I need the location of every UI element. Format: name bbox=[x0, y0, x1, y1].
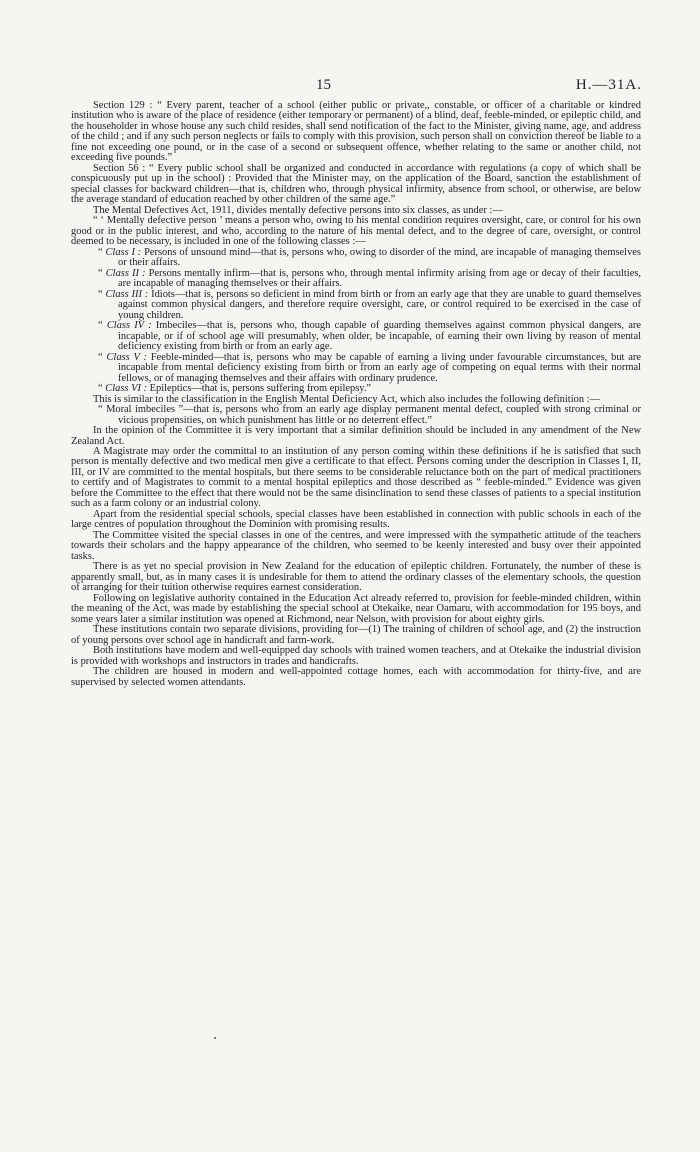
page-number: 15 bbox=[316, 77, 331, 93]
class-text: Persons mentally infirm—that is, persons who, through mental infirmity arising from age or decay of their faculties, are incapable of managing themselves or their affairs. bbox=[118, 267, 641, 290]
class-item: “ Class III : Idiots—that is, persons so deficient in mind from birth or from an early age that they are unable to guard themselves against common physical dangers, and therefore require oversight, care, or control required to be exercised in the case of young children. bbox=[98, 288, 642, 321]
class-label: Class IV : bbox=[106, 320, 152, 332]
class-item: “ Class IV : Imbeciles—that is, persons who, though capable of guarding themselves against common physical dangers, are incapable, or if of school age will presumably, when older, be incapable, of earning their own living by reason of mental deficiency existing from birth or from an early age. bbox=[98, 320, 641, 353]
paragraph-committee-visit: The Committee visited the special classes in one of the centres, and were impressed with the sympathetic attitude of the teachers towards their scholars and the happy appearance of the children, who seemed to be keenly interested and busy over their appointed tasks. bbox=[71, 529, 641, 562]
paragraph-section-56: Section 56 : “ Every public school shall be organized and conducted in accordance with regulations (a copy of which shall be conspicuously put up in the school) : Provided that the Minister may, on the application of the Board, sanction the establishment of special classes for backward children—that is, children who, through physical infirmity, absence from school, or otherwise, are below the average standard of education reached by other children of the same age.” bbox=[71, 162, 641, 206]
paragraph-mental-defectives-act: The Mental Defectives Act, 1911, divides mentally defective persons into six classes, as under :— bbox=[93, 204, 503, 216]
stray-ink-dot bbox=[214, 1037, 216, 1039]
class-label: Class III : bbox=[105, 288, 149, 300]
class-text: Persons of unsound mind—that is, persons who, owing to disorder of the mind, are incapable of managing themselves or their affairs. bbox=[118, 246, 641, 269]
paragraph-magistrate: A Magistrate may order the committal to an institution of any person coming within these definitions if he is satisfied that such person is mentally defective and two medical men give a certificate to that effect. Persons coming under the description in Classes I, II, III, or IV are committed to the mental hospitals, but there seems to be considerable reluctance both on the part of medical practitioners to certify and of Magistrates to commit to a mental hospital epileptics and those described as “ feeble-minded.” Evidence was given before the Committee to the effect that there would not be the same disinclination to send these classes of patients to a special institution such as a farm colony or an industrial colony. bbox=[71, 445, 641, 510]
paragraph-day-schools: Both institutions have modern and well-equipped day schools with trained women teachers, and at Otekaike the industrial division is provided with workshops and instructors in trades and handicrafts. bbox=[71, 645, 641, 667]
document-code: H.—31A. bbox=[575, 77, 642, 93]
class-text: Feeble-minded—that is, persons who may be capable of earning a living under favourable circumstances, but are incapable from mental deficiency existing from birth or from an early age of competing on equal terms with their normal fellows, or of managing themselves and their affairs with ordinary prudence. bbox=[118, 351, 641, 384]
paragraph-section-129: Section 129 : “ Every parent, teacher of a school (either public or private,, constable, or officer of a charitable or kindred institution who is aware of the place of residence (either temporary or permanent) of a blind, deaf, feeble-minded, or epileptic child, and the householder in whose house any such child resides, shall send notification of the fact to the Minister, giving name, age, and address of the child ; and if any such person neglects or fails to comply with this provision, such person shall on conviction thereof be liable to a fine not exceeding one pound, or in the case of a second or subsequent offence, whether relating to the same or another child, not exceeding five pounds.” bbox=[71, 100, 641, 164]
paragraph-special-schools: Apart from the residential special schools, special classes have been established in connection with public schools in each of the large centres of population throughout the Dominion with promising results. bbox=[71, 508, 641, 531]
class-text: Imbeciles—that is, persons who, though capable of guarding themselves against common physical dangers, are incapable, or if of school age will presumably, when older, be incapable, of earning their own living by reason of mental deficiency existing from birth or from an early age. bbox=[118, 320, 641, 353]
paragraph-english-act: This is similar to the classification in the English Mental Deficiency Act, which also includes the following definition :— bbox=[93, 393, 600, 405]
paragraph-epileptic-children: There is as yet no special provision in New Zealand for the education of epileptic children. Fortunately, the number of these is apparently small, but, as in many cases it is undesirable for them to attend the ordinary classes of the elementary schools, the question of arranging for their tuition otherwise requires earnest consideration. bbox=[71, 561, 641, 594]
definition-moral-imbeciles: “ Moral imbeciles ”—that is, persons who from an early age display permanent mental defect, coupled with strong criminal or vicious propensities, on which punishment has little or no deterrent effect.” bbox=[98, 404, 641, 426]
class-label: Class VI : bbox=[105, 383, 147, 395]
paragraph-mentally-defective-definition: “ ‘ Mentally defective person ’ means a person who, owing to his mental condition requires oversight, care, or control for his own good or in the public interest, and who, according to the nature of his mental defect, and to the degree of care, oversight, or control deemed to be necessary, is included in one of the following classes :— bbox=[71, 215, 641, 248]
class-text: Idiots—that is, persons so deficient in mind from birth or from an early age that they are unable to guard themselves against common physical dangers, and therefore require oversight, care, or control required to be exercised in the case of young children. bbox=[118, 288, 642, 321]
page-header bbox=[0, 77, 700, 97]
paragraph-committee-opinion: In the opinion of the Committee it is very important that a similar definition should be included in any amendment of the New Zealand Act. bbox=[71, 425, 641, 447]
body-text bbox=[71, 101, 641, 688]
class-item: “ Class II : Persons mentally infirm—that is, persons who, through mental infirmity arising from age or decay of their faculties, are incapable of managing themselves or their affairs. bbox=[98, 267, 641, 290]
paragraph-cottage-homes: The children are housed in modern and well-appointed cottage homes, each with accommodation for thirty-five, and are supervised by selected women attendants. bbox=[71, 666, 641, 688]
class-label: Class I : bbox=[105, 246, 142, 258]
class-item: “ Class V : Feeble-minded—that is, persons who may be capable of earning a living under favourable circumstances, but are incapable from mental deficiency existing from birth or from an early age of competing on equal terms with their normal fellows, or of managing themselves and their affairs with ordinary prudence. bbox=[98, 351, 641, 384]
paragraph-legislative-authority: Following on legislative authority contained in the Education Act already referred to, provision for feeble-minded children, within the meaning of the Act, was made by establishing the special school at Otekaike, near Oamaru, with accommodation for 195 boys, and some years later a similar institution was opened at Richmond, near Nelson, with provision for about eighty girls. bbox=[71, 592, 641, 625]
paragraph-institutions-divisions: These institutions contain two separate divisions, providing for—(1) The training of children of school age, and (2) the instruction of young persons over school age in handicraft and farm-work. bbox=[71, 624, 641, 646]
class-label: Class V : bbox=[106, 351, 147, 363]
class-item: “ Class VI : Epileptics—that is, persons suffering from epilepsy.” bbox=[98, 383, 372, 395]
class-item: “ Class I : Persons of unsound mind—that is, persons who, owing to disorder of the mind, are incapable of managing themselves or their affairs. bbox=[98, 246, 641, 269]
class-label: Class II : bbox=[105, 267, 146, 279]
class-text: Epileptics—that is, persons suffering from epilepsy.” bbox=[149, 383, 372, 395]
